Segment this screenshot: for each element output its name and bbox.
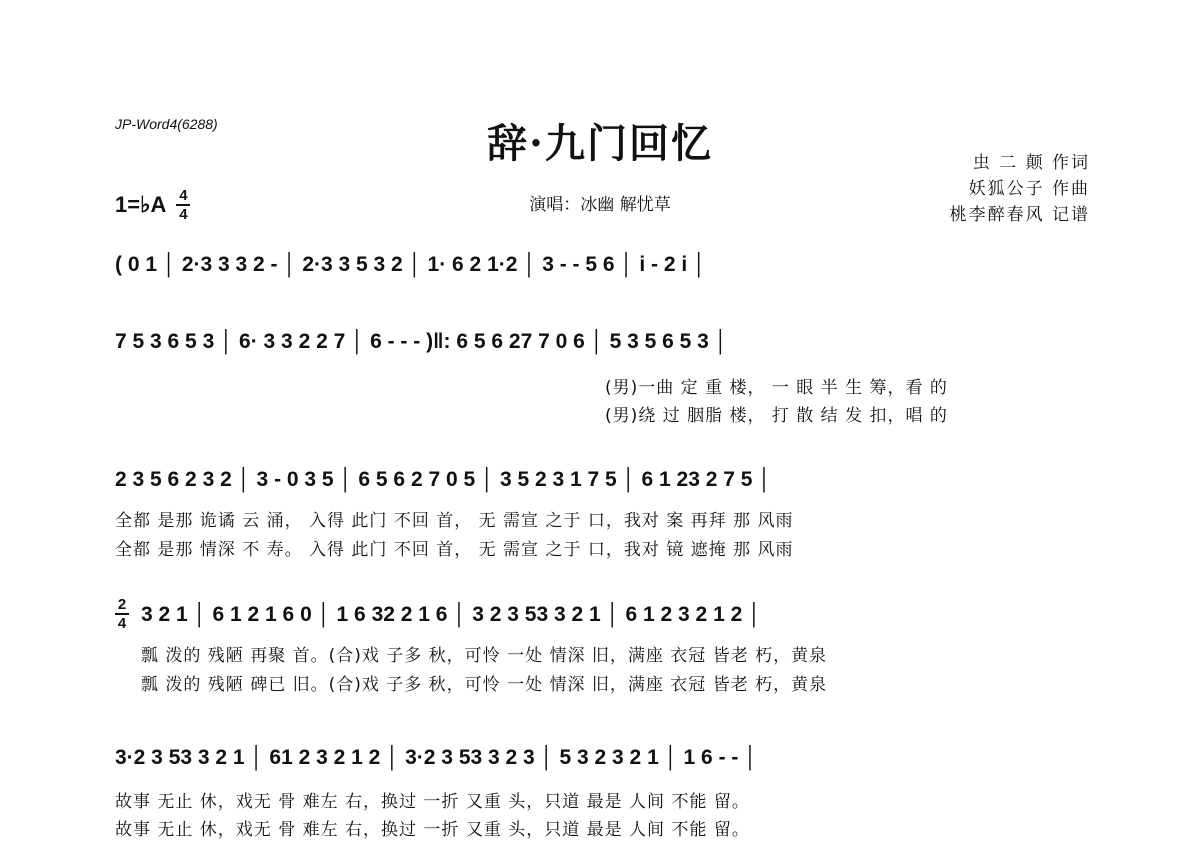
transcriber-credit: 桃李醉春风 记谱 xyxy=(949,205,1090,225)
key-signature xyxy=(115,188,190,222)
lyrics-line-3b: 瓢 泼的 残陋 碑已 旧。(合)戏 子多 秋，可怜 一处 情深 旧，满座 衣冠 皆老 朽，黄泉 xyxy=(141,675,828,695)
lyrics-line-4a: 故事 无止 休，戏无 骨 难左 右，换过 一折 又重 头，只道 最是 人间 不能 留。 xyxy=(115,792,750,812)
score-line-1 xyxy=(115,245,1090,285)
lyrics-line-3a: 瓢 泼的 残陋 再聚 首。(合)戏 子多 秋，可怜 一处 情深 旧，满座 衣冠 皆老 朽，黄泉 xyxy=(141,646,828,666)
composer-credit: 妖狐公子 作曲 xyxy=(968,179,1090,199)
score-line-2 xyxy=(115,322,1090,362)
time-sig-bottom: 4 xyxy=(179,206,188,223)
notes-line-4: 3 2 1 │ 6 1 2 1 6 0 │ 1 6 32 2 1 6 │ 3 2 3 53 3 2 1 │ 6 1 2 3 2 1 2 │ xyxy=(141,603,762,626)
credits-block xyxy=(950,150,1090,228)
lyrics-line-1b: (男)绕 过 胭脂 楼， 打 散 结 发 扣，唱 的 xyxy=(605,406,948,426)
singer-credit: 演唱：冰幽 解忧草 xyxy=(529,195,671,215)
song-title: 辞·九门回忆 xyxy=(487,120,713,167)
lyrics-line-4b: 故事 无止 休，戏无 骨 难左 右，换过 一折 又重 头，只道 最是 人间 不能 留。 xyxy=(115,820,750,840)
key-text: 1=♭A xyxy=(115,192,167,217)
lyrics-line-2b: 全都 是那 情深 不 寿。 入得 此门 不回 首， 无 需宣 之于 口，我对 镜 遮掩 那 风雨 xyxy=(115,540,794,560)
time-change-2-4 xyxy=(115,597,129,631)
time-sig-top: 4 xyxy=(179,187,188,204)
time-change-top: 2 xyxy=(117,596,127,613)
lyrics-line-2a: 全都 是那 诡谲 云 涌， 入得 此门 不回 首， 无 需宣 之于 口，我对 案 再拜 那 风雨 xyxy=(115,511,794,531)
notes-line-3: 2 3 5 6 2 3 2 │ 3 - 0 3 5 │ 6 5 6 2 7 0 5 │ 3 5 2 3 1 7 5 │ 6 1 23 2 7 5 │ xyxy=(115,468,772,491)
notes-line-2: 7 5 3 6 5 3 │ 6· 3 3 2 2 7 │ 6 - - - )‖: 6 5 6 27 7 0 6 │ 5 3 5 6 5 3 │ xyxy=(115,330,728,353)
score-line-3 xyxy=(115,460,1090,500)
lyricist-credit: 虫 二 颠 作词 xyxy=(972,153,1090,173)
software-label: JP-Word4(6288) xyxy=(115,116,218,132)
score-line-4 xyxy=(115,595,1090,635)
time-change-bottom: 4 xyxy=(117,615,127,632)
notes-line-5: 3·2 3 53 3 2 1 │ 61 2 3 2 1 2 │ 3·2 3 53 3 2 3 │ 5 3 2 3 2 1 │ 1 6 - - │ xyxy=(115,746,758,769)
notes-line-1: ( 0 1 │ 2·3 3 3 2 - │ 2·3 3 5 3 2 │ 1· 6 2 1·2 │ 3 - - 5 6 │ i - 2 i │ xyxy=(115,253,707,276)
score-line-5 xyxy=(115,738,1090,778)
time-signature xyxy=(176,188,190,222)
lyrics-line-1a: (男)一曲 定 重 楼， 一 眼 半 生 筹，看 的 xyxy=(605,378,948,398)
